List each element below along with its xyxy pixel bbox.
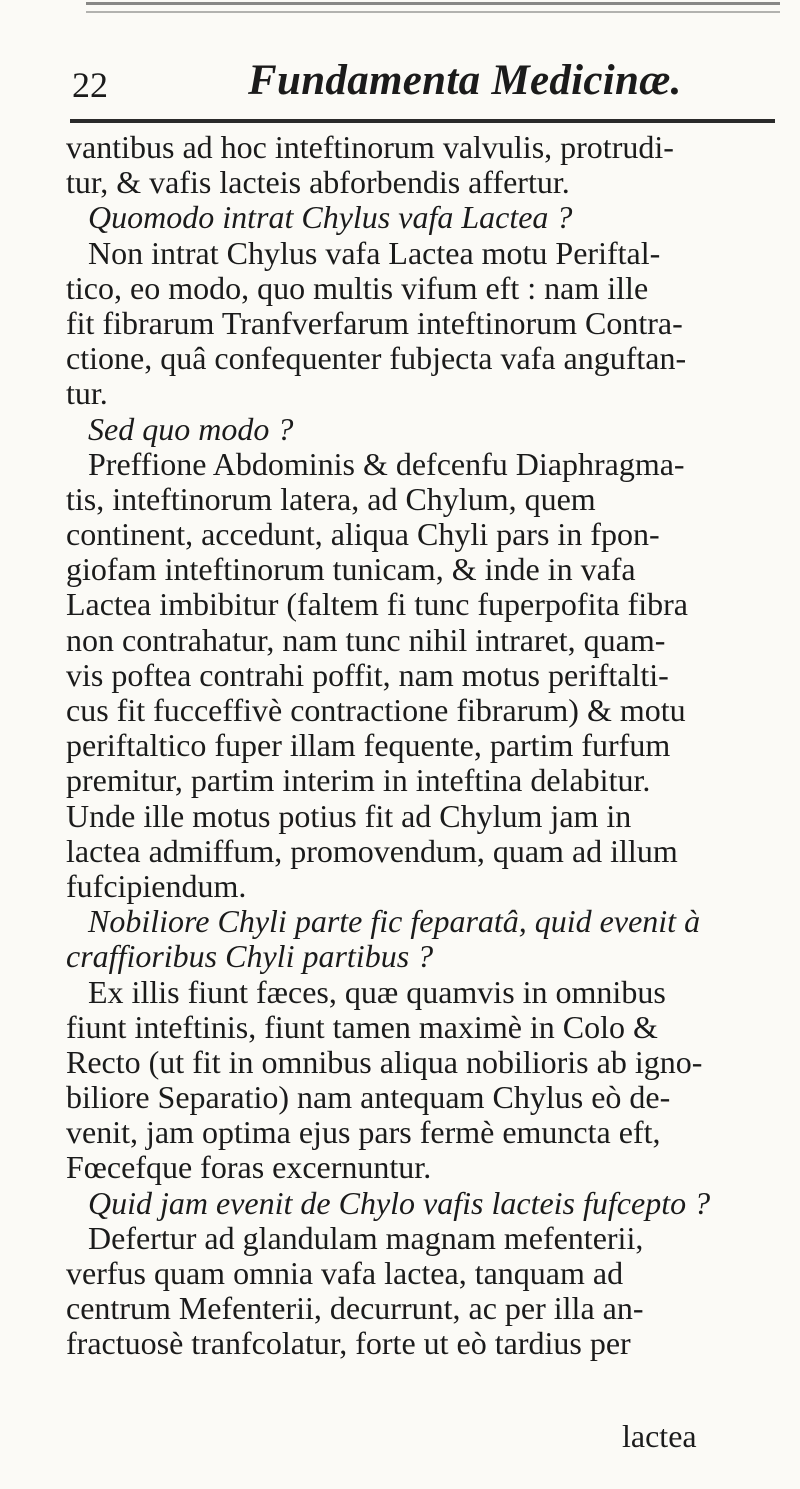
text-line: Ex illis fiunt fæces, quæ quamvis in omnibus [88,973,666,1010]
text-line: non contrahatur, nam tunc nihil intraret, quam- [66,621,666,658]
text-line: Defertur ad glandulam magnam mefenterii, [88,1219,644,1256]
text-line: tico, eo modo, quo multis vifum eft : nam ille [66,269,649,306]
text-line: Non intrat Chylus vafa Lactea motu Periftal- [88,234,661,271]
text-line: continent, accedunt, aliqua Chyli pars in fpon- [66,516,660,553]
text-line: premitur, partim interim in inteftina delabitur. [66,762,651,799]
header-rule [70,119,775,123]
text-line: lactea admiffum, promovendum, quam ad illum [66,832,678,869]
text-line: giofam inteftinorum tunicam, & inde in vafa [66,551,636,588]
text-line: fiunt inteftinis, fiunt tamen maximè in Colo & [66,1008,658,1045]
running-title: Fundamenta Medicinæ. [248,57,682,104]
question-line: Sed quo modo ? [88,410,294,447]
question-line: Quomodo intrat Chylus vafa Lactea ? [88,199,573,236]
text-line: Recto (ut fit in omnibus aliqua nobilioris ab igno- [66,1043,703,1080]
text-line: Preffione Abdominis & defcenfu Diaphragma- [88,445,685,482]
text-line: Unde ille motus potius fit ad Chylum jam in [66,797,632,834]
catchword: lactea [622,1418,697,1454]
page-header [70,56,770,116]
text-line: centrum Mefenterii, decurrunt, ac per illa an- [66,1290,644,1327]
text-line: tur, & vafis lacteis abforbendis affertur. [66,164,570,201]
question-line: Nobiliore Chyli parte fic feparatâ, quid evenit à [88,903,701,940]
text-line: vantibus ad hoc inteftinorum valvulis, protrudi- [66,129,674,165]
text-line: fractuosè tranfcolatur, forte ut eò tardius per [66,1325,631,1362]
text-line: Lactea imbibitur (faltem fi tunc fuperpofita fibra [66,586,688,623]
text-line: tis, inteftinorum latera, ad Chylum, quem [66,480,596,517]
top-edge-rule [86,2,780,5]
top-edge-rule-2 [86,11,780,13]
question-line: Quid jam evenit de Chylo vafis lacteis fufcepto ? [88,1184,711,1221]
question-line: craffioribus Chyli partibus ? [66,938,434,975]
body-text [66,130,766,1362]
text-line: verfus quam omnia vafa lactea, tanquam ad [66,1255,624,1291]
text-line: fufcipiendum. [66,867,247,904]
page-number: 22 [72,65,108,105]
text-line: cus fit fucceffivè contractione fibrarum) & motu [66,692,686,728]
text-line: periftaltico fuper illam fequente, partim furfum [66,727,671,764]
text-line: fit fibrarum Tranfverfarum inteftinorum Contra- [66,304,683,341]
text-line: venit, jam optima ejus pars fermè emuncta eft, [66,1114,661,1151]
text-line: vis poftea contrahi poffit, nam motus periftalti- [66,656,669,693]
text-line: tur. [66,375,108,412]
text-line: biliore Separatio) nam antequam Chylus eò de- [66,1079,671,1116]
text-line: Fœcefque foras excernuntur. [66,1149,432,1186]
text-line: ctione, quâ confequenter fubjecta vafa anguftan- [66,340,687,377]
